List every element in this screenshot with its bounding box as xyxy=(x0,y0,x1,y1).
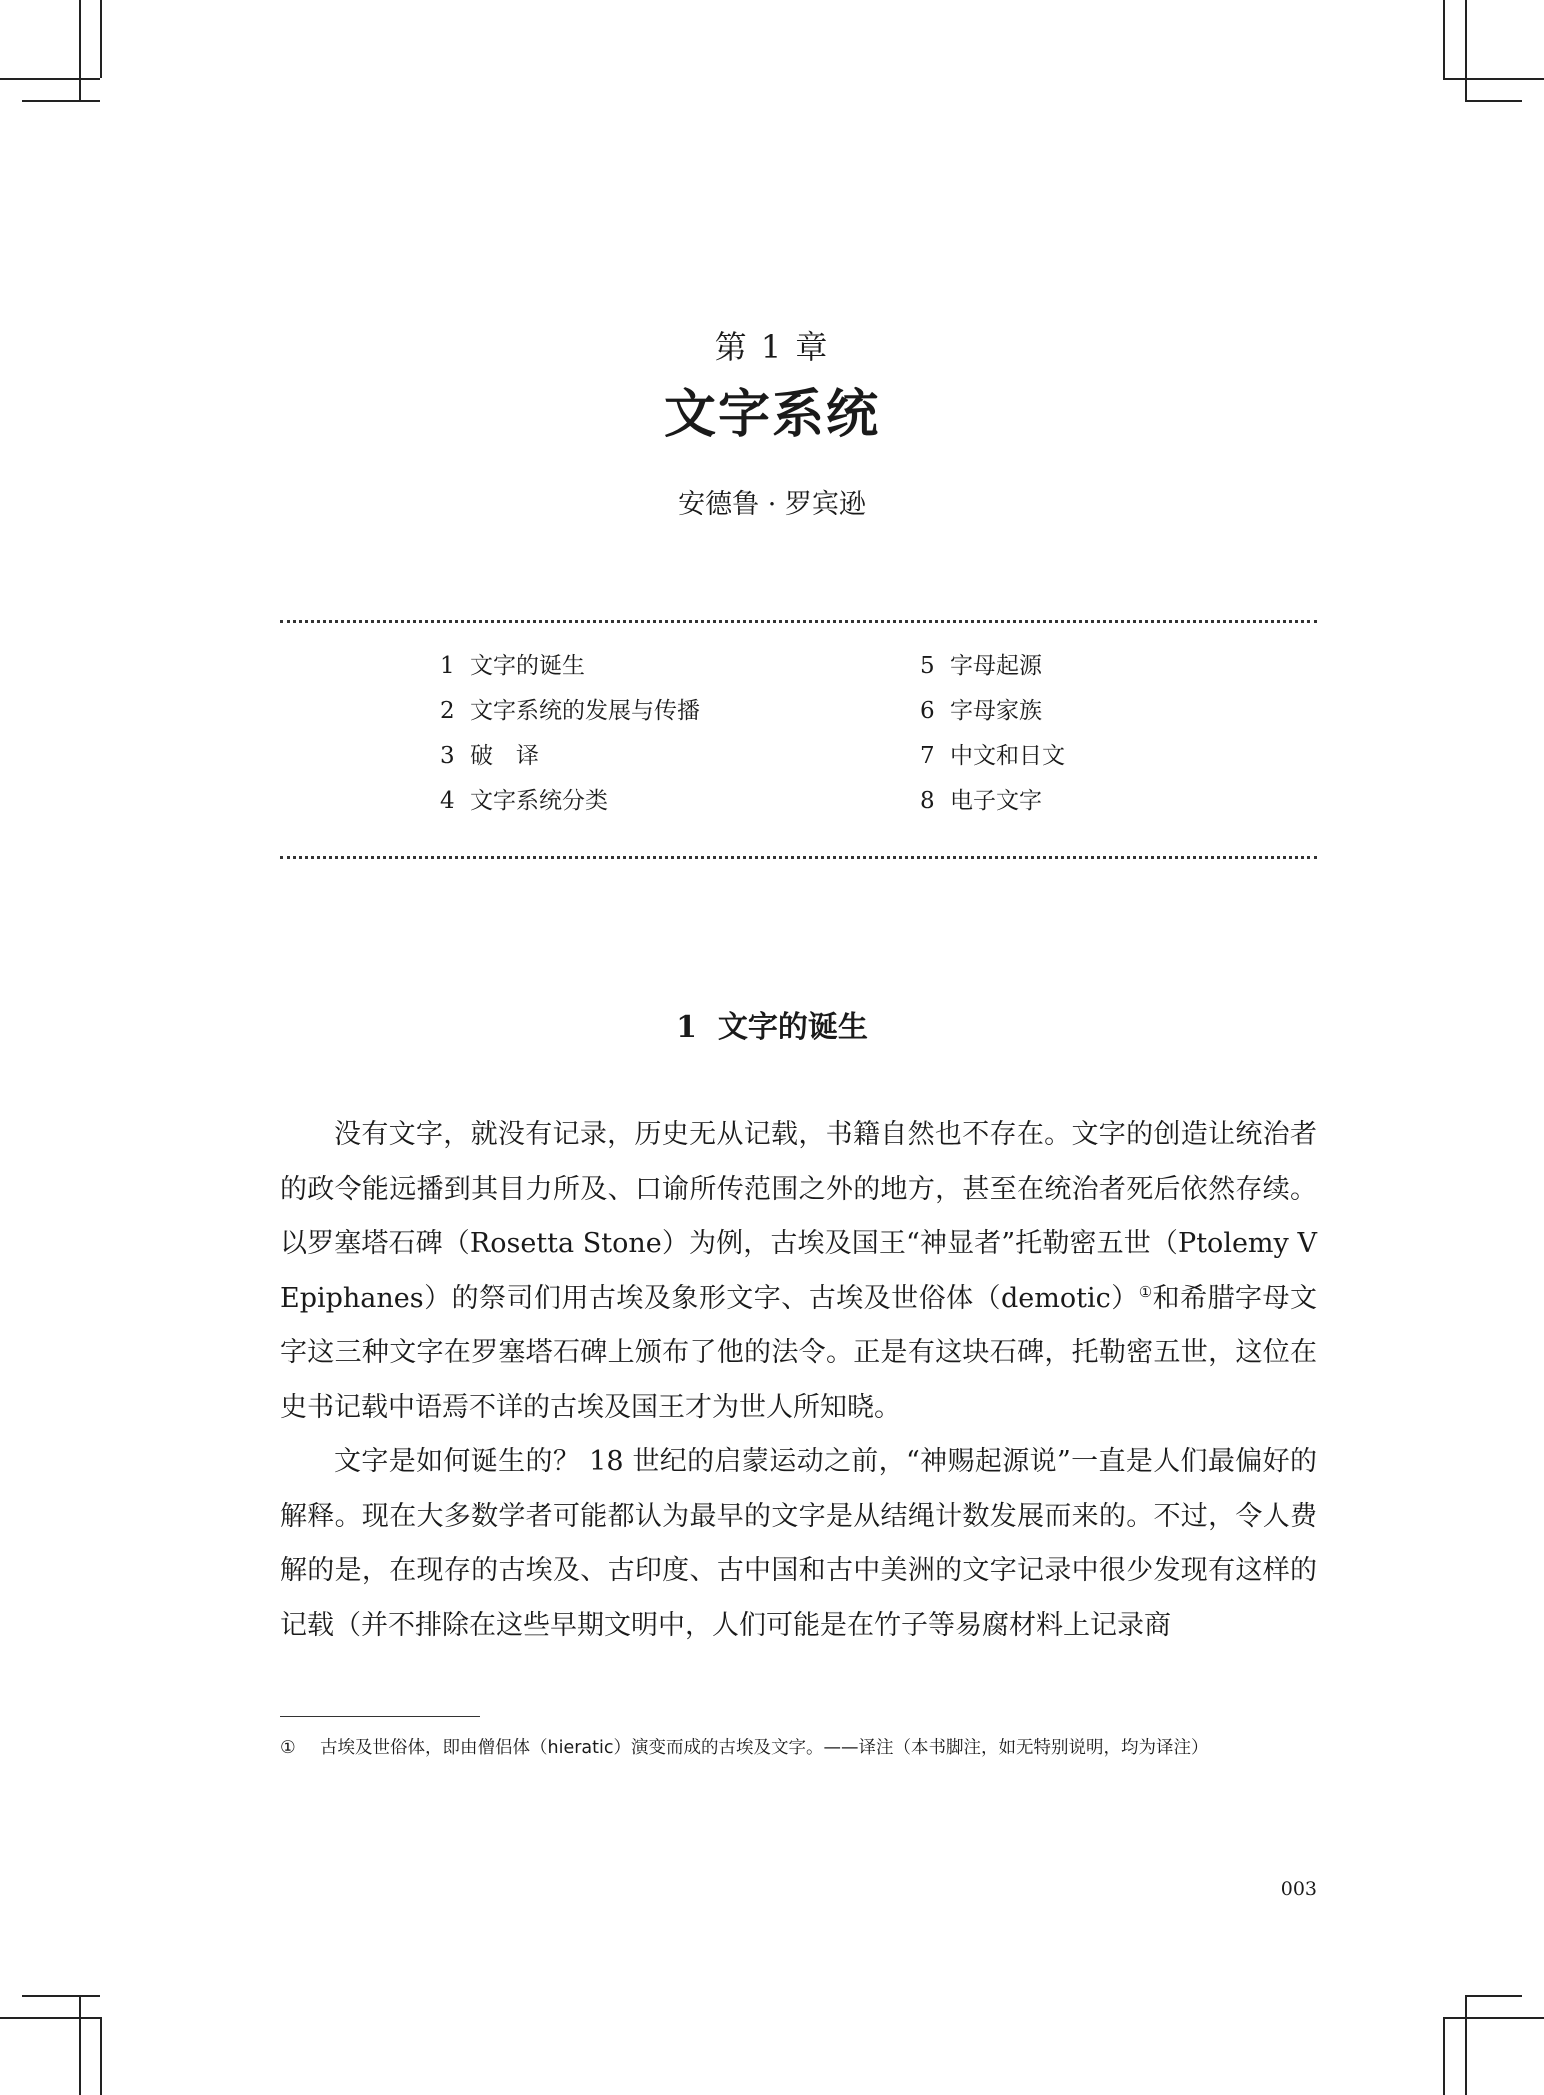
toc-item-number: 1 xyxy=(440,653,455,679)
toc-item-number: 2 xyxy=(440,698,455,724)
body-text xyxy=(280,1108,1317,1653)
toc-item-title: 破 译 xyxy=(470,743,539,769)
toc-item-title: 文字系统分类 xyxy=(470,788,608,814)
toc-item xyxy=(440,695,920,728)
footnote-text: 古埃及世俗体，即由僧侣体（hieratic）演变而成的古埃及文字。——译注（本书脚注，如无特别说明，均为译注） xyxy=(320,1738,1209,1758)
toc-bottom-divider xyxy=(280,856,1317,859)
toc-top-divider xyxy=(280,620,1317,623)
chapter-title: 文字系统 xyxy=(663,384,880,445)
toc-item-title: 电子文字 xyxy=(950,788,1042,814)
chapter-contents xyxy=(440,650,1140,818)
toc-item-title: 字母起源 xyxy=(950,653,1042,679)
footnote-mark: ① xyxy=(280,1738,296,1758)
toc-item-title: 文字系统的发展与传播 xyxy=(470,698,700,724)
toc-item-number: 6 xyxy=(920,698,935,724)
toc-item-number: 8 xyxy=(920,788,935,814)
toc-item-number: 3 xyxy=(440,743,455,769)
toc-item-number: 5 xyxy=(920,653,935,679)
paragraph-text: 和希腊字母文字这三种文字在罗塞塔石碑上颁布了他的法令。正是有这块石碑，托勒密五世，这位在史书记载中语焉不详的古埃及国王才为世人所知晓。 xyxy=(280,1282,1317,1423)
paragraph xyxy=(280,1108,1317,1435)
toc-item xyxy=(920,695,1140,728)
toc-item-number: 7 xyxy=(920,743,935,769)
toc-item xyxy=(440,650,920,683)
toc-item-title: 字母家族 xyxy=(950,698,1042,724)
paragraph-text: 没有文字，就没有记录，历史无从记载，书籍自然也不存在。文字的创造让统治者的政令能远播到其目力所及、口谕所传范围之外的地方，甚至在统治者死后依然存续。以罗塞塔石碑（Rosetta Stone）为例，古埃及国王“神显者”托勒密五世（Ptolemy V Epiphanes）的祭司们用古埃及象形文字、古埃及世俗体（demotic） xyxy=(280,1119,1317,1314)
toc-item xyxy=(440,785,920,818)
toc-item-number: 4 xyxy=(440,788,455,814)
page-number: 003 xyxy=(1280,1878,1317,1900)
toc-item-title: 中文和日文 xyxy=(950,743,1065,769)
toc-item xyxy=(440,740,920,773)
paragraph: 文字是如何诞生的？ 18 世纪的启蒙运动之前，“神赐起源说”一直是人们最偏好的解释。现在大多数学者可能都认为最早的文字是从结绳计数发展而来的。不过，令人费解的是，在现存的古埃及、古印度、古中国和古中美洲的文字记录中很少发现有这样的记载（并不排除在这些早期文明中，人们可能是在竹子等易腐材料上记录商 xyxy=(280,1446,1317,1641)
footnote xyxy=(280,1734,1317,1762)
chapter-author: 安德鲁 · 罗宾逊 xyxy=(678,489,866,520)
toc-item-title: 文字的诞生 xyxy=(470,653,585,679)
footnote-reference: ① xyxy=(1138,1282,1153,1301)
toc-item xyxy=(920,740,1140,773)
footnote-rule xyxy=(280,1716,480,1717)
toc-item xyxy=(920,650,1140,683)
section-heading: 1 文字的诞生 xyxy=(676,1010,868,1045)
chapter-label: 第 1 章 xyxy=(714,328,830,366)
toc-item xyxy=(920,785,1140,818)
